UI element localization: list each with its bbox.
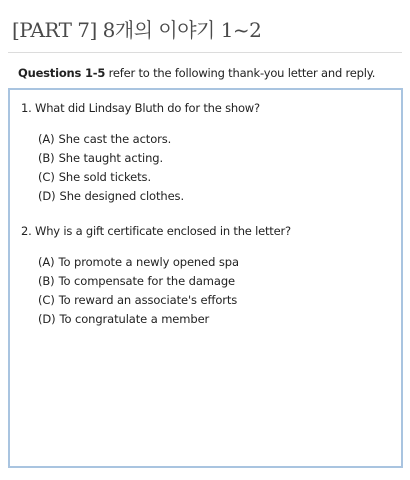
option-2b[interactable] xyxy=(38,272,239,291)
question-text: What did Lindsay Bluth do for the show? xyxy=(35,101,260,115)
option-text: She taught acting. xyxy=(58,151,164,165)
question-1 xyxy=(21,101,260,115)
title-divider xyxy=(8,52,402,53)
option-text: She sold tickets. xyxy=(58,170,152,184)
option-letter: (B) xyxy=(38,274,55,288)
option-letter: (D) xyxy=(38,312,56,326)
option-2c[interactable] xyxy=(38,291,239,310)
question-range: Questions 1-5 xyxy=(18,66,106,80)
option-letter: (A) xyxy=(38,132,55,146)
option-1a[interactable] xyxy=(38,130,184,149)
option-1b[interactable] xyxy=(38,149,184,168)
option-letter: (A) xyxy=(38,255,55,269)
option-text: She designed clothes. xyxy=(59,189,185,203)
page-header xyxy=(12,14,402,43)
option-letter: (B) xyxy=(38,151,55,165)
option-letter: (C) xyxy=(38,293,55,307)
option-1c[interactable] xyxy=(38,168,184,187)
option-letter: (C) xyxy=(38,170,55,184)
option-1d[interactable] xyxy=(38,187,184,206)
option-text: To reward an associate's efforts xyxy=(58,293,238,307)
option-text: To promote a newly opened spa xyxy=(58,255,239,269)
question-number: 2. xyxy=(21,224,32,238)
instructions xyxy=(18,66,375,80)
question-number: 1. xyxy=(21,101,32,115)
option-2d[interactable] xyxy=(38,310,239,329)
option-2a[interactable] xyxy=(38,253,239,272)
instruction-text: refer to the following thank-you letter and reply. xyxy=(105,66,376,80)
question-panel xyxy=(8,88,403,468)
option-text: To congratulate a member xyxy=(59,312,210,326)
question-2 xyxy=(21,224,291,238)
option-text: To compensate for the damage xyxy=(58,274,236,288)
option-letter: (D) xyxy=(38,189,56,203)
option-text: She cast the actors. xyxy=(58,132,172,146)
page-title: [PART 7] 8개의 이야기 1~2 xyxy=(12,18,262,42)
question-text: Why is a gift certificate enclosed in the letter? xyxy=(35,224,291,238)
answer-options-1 xyxy=(38,130,184,206)
answer-options-2 xyxy=(38,253,239,329)
